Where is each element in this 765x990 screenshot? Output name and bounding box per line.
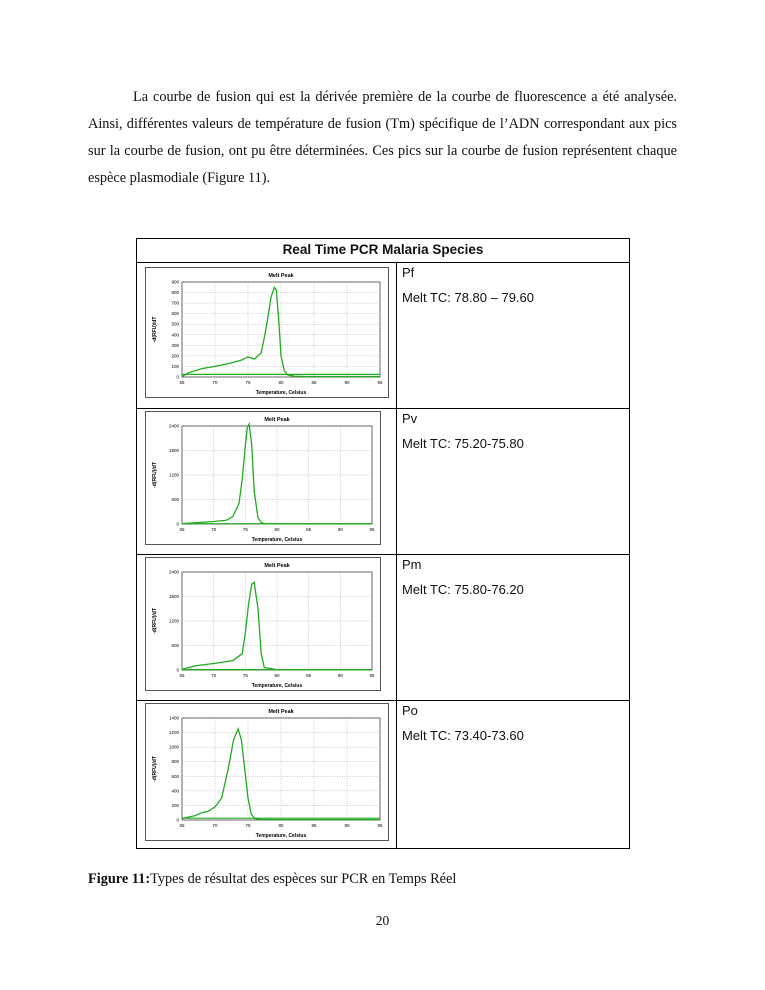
y-tick-label: 0	[176, 374, 179, 380]
species-row-pv	[137, 409, 629, 555]
x-tick-label: 75	[245, 380, 251, 385]
y-tick-label: 700	[171, 300, 179, 306]
chart-title: Melt Peak	[268, 709, 294, 715]
x-tick-label: 90	[344, 823, 350, 828]
y-tick-label: 500	[171, 321, 179, 327]
y-tick-label: 1200	[168, 618, 179, 624]
x-tick-label: 75	[245, 823, 251, 828]
melt-peak-svg	[146, 412, 380, 544]
melt-tc-value: Melt TC: 73.40-73.60	[402, 728, 524, 743]
x-tick-label: 70	[212, 380, 218, 385]
y-tick-label: 1200	[168, 730, 179, 736]
body-paragraph: La courbe de fusion qui est la dérivée première de la courbe de fluorescence a été analysée. Ainsi, différentes valeurs de température de fusion (Tm) spécifique de l’ADN correspondant aux pics sur la courbe de fusion, ont pu être déterminées. Ces pics sur la courbe de fusion représentent chaque espèce plasmodiale (Figure 11).	[88, 89, 677, 186]
y-tick-label: 2400	[168, 423, 179, 429]
x-tick-label: 95	[377, 823, 383, 828]
y-axis-label: -d(RFU)/dT	[152, 756, 158, 782]
melt-peak-svg	[146, 704, 388, 840]
y-axis-label: -d(RFU)/dT	[152, 316, 158, 343]
species-row-po	[137, 701, 629, 848]
x-tick-label: 65	[179, 527, 185, 532]
x-axis-label: Temperature, Celsius	[251, 537, 303, 543]
x-tick-label: 95	[377, 380, 383, 385]
x-tick-label: 85	[306, 527, 312, 532]
y-tick-label: 1800	[168, 448, 179, 453]
x-tick-label: 65	[179, 380, 185, 385]
y-tick-label: 600	[171, 497, 179, 502]
y-tick-label: 1800	[168, 594, 179, 599]
chart-title: Melt Peak	[268, 273, 294, 279]
caption-label: Figure 11:	[88, 871, 151, 887]
melt-tc-value: Melt TC: 75.20-75.80	[402, 436, 524, 451]
y-tick-label: 600	[171, 311, 179, 317]
species-name: Po	[402, 703, 418, 718]
species-name: Pf	[402, 265, 415, 280]
y-tick-label: 800	[171, 759, 179, 765]
x-tick-label: 80	[278, 380, 284, 385]
y-tick-label: 1400	[168, 715, 179, 721]
x-tick-label: 85	[306, 673, 312, 678]
x-axis-label: Temperature, Celsius	[251, 683, 303, 689]
y-tick-label: 0	[176, 667, 179, 673]
y-tick-label: 1200	[168, 472, 179, 478]
species-label-cell	[402, 265, 534, 306]
melt-peak-chart-pv	[145, 411, 381, 545]
x-tick-label: 70	[212, 823, 218, 828]
y-tick-label: 400	[171, 788, 179, 794]
x-tick-label: 90	[344, 380, 350, 385]
x-tick-label: 65	[179, 823, 185, 828]
y-tick-label: 900	[171, 279, 179, 285]
y-tick-label: 2400	[168, 569, 179, 575]
y-tick-label: 200	[171, 353, 179, 359]
x-tick-label: 80	[274, 673, 280, 678]
y-tick-label: 600	[171, 773, 179, 779]
y-tick-label: 200	[171, 802, 179, 808]
x-axis-label: Temperature, Celsius	[255, 833, 307, 839]
y-tick-label: 400	[171, 332, 179, 338]
y-axis-label: -d(RFU)/dT	[152, 462, 158, 488]
species-name: Pv	[402, 411, 418, 426]
figure-table	[136, 238, 630, 849]
x-tick-label: 90	[337, 673, 343, 678]
melt-peak-chart-pf	[145, 267, 389, 398]
y-tick-label: 100	[171, 363, 179, 369]
figure-caption	[88, 870, 456, 888]
x-tick-label: 80	[274, 527, 280, 532]
x-tick-label: 95	[369, 673, 375, 678]
x-tick-label: 80	[278, 823, 284, 828]
melt-peak-chart-pm	[145, 557, 381, 691]
chart-title: Melt Peak	[264, 563, 290, 569]
caption-text: Types de résultat des espèces sur PCR en Temps Réel	[150, 871, 457, 887]
species-row-pf	[137, 263, 629, 409]
species-label-cell	[402, 557, 524, 598]
melt-peak-svg	[146, 268, 388, 397]
x-axis-label: Temperature, Celsius	[255, 390, 307, 396]
species-label-cell	[402, 411, 524, 452]
species-label-cell	[402, 703, 524, 744]
chart-title: Melt Peak	[264, 417, 290, 423]
melt-peak-svg	[146, 558, 380, 690]
x-tick-label: 95	[369, 527, 375, 532]
page-number: 20	[375, 913, 390, 928]
x-tick-label: 65	[179, 673, 185, 678]
melt-peak-chart-po	[145, 703, 389, 841]
x-tick-label: 75	[242, 673, 248, 678]
x-tick-label: 70	[211, 673, 217, 678]
y-tick-label: 300	[171, 342, 179, 348]
melt-tc-value: Melt TC: 75.80-76.20	[402, 582, 524, 597]
figure-title: Real Time PCR Malaria Species	[137, 239, 629, 263]
y-tick-label: 600	[171, 643, 179, 648]
y-tick-label: 0	[176, 817, 179, 823]
x-tick-label: 85	[311, 823, 317, 828]
y-tick-label: 800	[171, 290, 179, 296]
species-name: Pm	[402, 557, 422, 572]
species-row-pm	[137, 555, 629, 701]
melt-tc-value: Melt TC: 78.80 – 79.60	[402, 290, 535, 305]
y-tick-label: 0	[176, 521, 179, 527]
x-tick-label: 90	[337, 527, 343, 532]
y-tick-label: 1000	[168, 744, 179, 750]
x-tick-label: 70	[211, 527, 217, 532]
x-tick-label: 75	[242, 527, 248, 532]
x-tick-label: 85	[311, 380, 317, 385]
y-axis-label: -d(RFU)/dT	[152, 608, 158, 634]
